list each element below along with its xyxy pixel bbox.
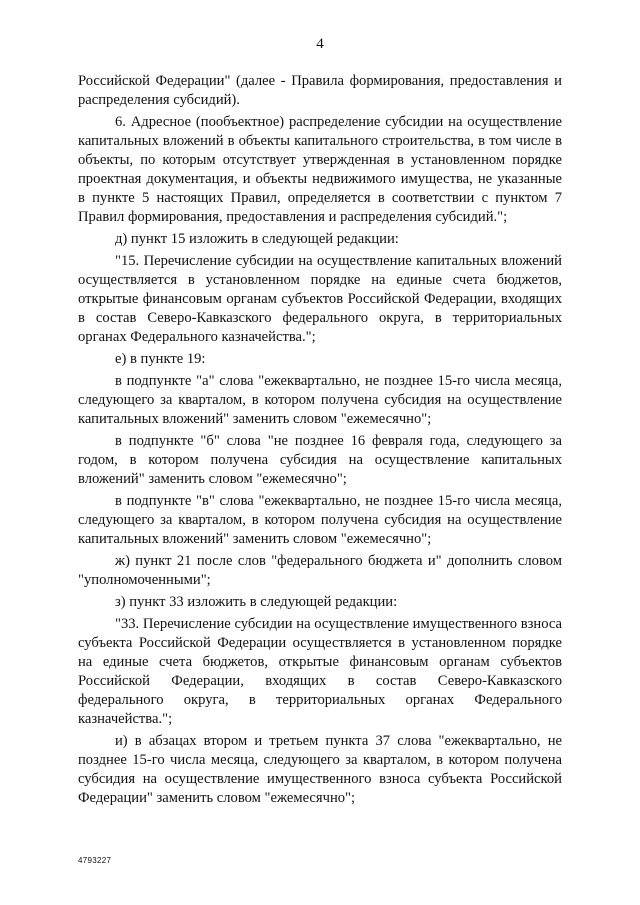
paragraph-subitem-e: е) в пункте 19: bbox=[115, 351, 206, 367]
paragraph-continuation: Российской Федерации" (далее - Правила формирования, предоставления и распределения субсидий). bbox=[78, 73, 562, 108]
page-number: 4 bbox=[316, 36, 324, 52]
paragraph-item-6: 6. Адресное (пообъектное) распределение субсидии на осуществление капитальных вложений в объекты капитального строительства, в том числе в объекты, по которым отсутствует утвержденная в установленном порядке проектная документация, и объекты недвижимого имущества, не указанные в пункте 5 настоящих Правил, определяется в соответствии с пунктом 7 Правил формирования, предоставления и распределения субсидий."; bbox=[78, 114, 562, 225]
paragraph-subpoint-v: в подпункте "в" слова "ежеквартально, не позднее 15-го числа месяца, следующего за кварталом, в котором получена субсидия на осуществление капитальных вложений" заменить словом "ежемесячно"; bbox=[78, 493, 562, 547]
paragraph-subpoint-b: в подпункте "б" слова "не позднее 16 февраля года, следующего за годом, в котором получена субсидия на осуществление капитальных вложений" заменить словом "ежемесячно"; bbox=[78, 433, 562, 487]
paragraph-subitem-d: д) пункт 15 изложить в следующей редакции: bbox=[115, 231, 399, 247]
paragraph-subpoint-a: в подпункте "а" слова "ежеквартально, не позднее 15-го числа месяца, следующего за кварталом, в котором получена субсидия на осуществление капитальных вложений" заменить словом "ежемесячно"; bbox=[78, 373, 562, 427]
paragraph-subitem-zh: ж) пункт 21 после слов "федерального бюджета и" дополнить словом "уполномоченными"; bbox=[78, 553, 562, 588]
paragraph-item-15: "15. Перечисление субсидии на осуществление капитальных вложений осуществляется в установленном порядке на единые счета бюджетов, открытые финансовым органам субъектов Российской Федерации, входящих в состав Северо-Кавказского федерального округа, в территориальных органах Федерального казначейства."; bbox=[78, 253, 562, 345]
document-body bbox=[78, 72, 562, 811]
paragraph-subitem-z: з) пункт 33 изложить в следующей редакции: bbox=[115, 594, 398, 610]
document-code: 4793227 bbox=[78, 856, 112, 865]
paragraph-item-33: "33. Перечисление субсидии на осуществление имущественного взноса субъекта Российской Федерации осуществляется в установленном порядке на единые счета бюджетов, открытые финансовым органам субъектов Российской Федерации, входящих в состав Северо-Кавказского федерального округа, в территориальных органах Федерального казначейства."; bbox=[78, 616, 562, 727]
paragraph-subitem-i: и) в абзацах втором и третьем пункта 37 слова "ежеквартально, не позднее 15-го числа месяца, следующего за кварталом, в котором получена субсидия на осуществление имущественного взноса субъекта Российской Федерации" заменить словом "ежемесячно"; bbox=[78, 733, 562, 806]
